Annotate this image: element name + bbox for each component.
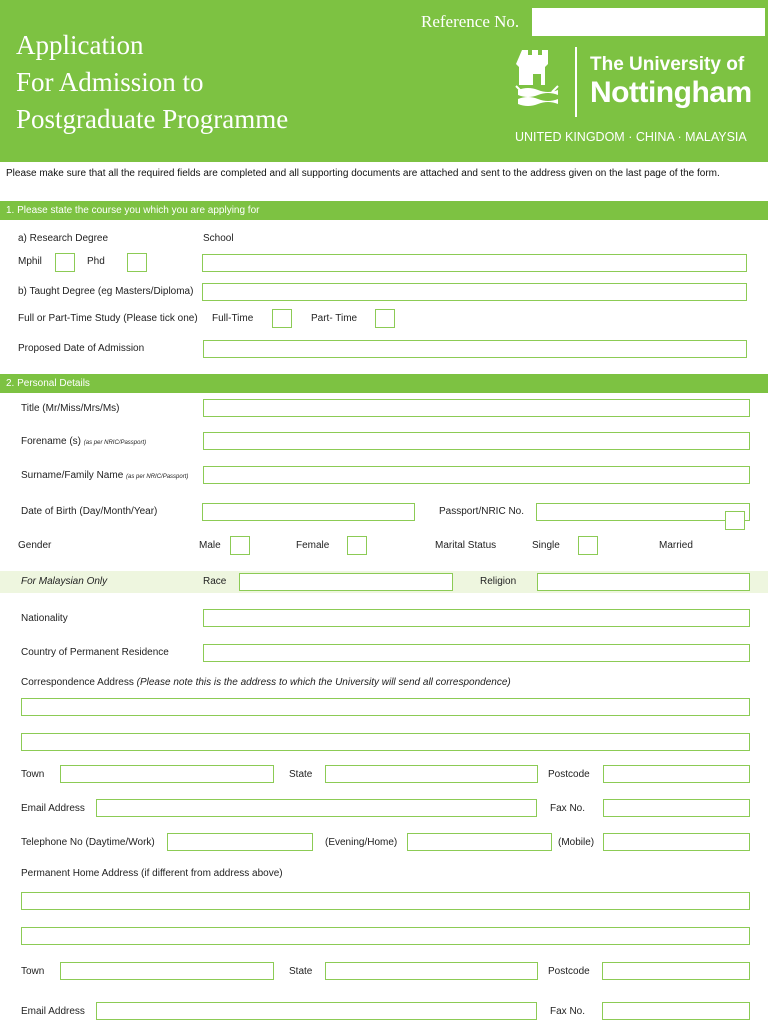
correspondence-address-label: Correspondence Address (Please note this is the address to which the University will send all correspondence) [21, 677, 511, 688]
permanent-state-input[interactable] [325, 962, 538, 980]
race-input[interactable] [239, 573, 453, 591]
reference-number-input[interactable] [532, 8, 765, 36]
university-crest-icon [514, 48, 562, 114]
permanent-state-label: State [289, 966, 313, 977]
school-label: School [203, 233, 234, 244]
permanent-address-label: Permanent Home Address (if different from address above) [21, 868, 283, 879]
email-label: Email Address [21, 803, 85, 814]
school-input[interactable] [202, 254, 747, 272]
town-input[interactable] [60, 765, 274, 783]
nationality-input[interactable] [203, 609, 750, 627]
passport-label: Passport/NRIC No. [439, 506, 525, 517]
university-countries: UNITED KINGDOM · CHINA · MALAYSIA [515, 130, 747, 144]
permanent-postcode-input[interactable] [602, 962, 750, 980]
phd-checkbox[interactable] [127, 253, 147, 272]
telephone-input[interactable] [167, 833, 313, 851]
full-time-checkbox[interactable] [272, 309, 292, 328]
reference-label: Reference No. [421, 12, 520, 31]
forename-label: Forename (s) (as per NRIC/Passport) [21, 436, 147, 447]
male-label: Male [199, 540, 221, 551]
logo-divider [575, 47, 577, 117]
dob-input[interactable] [202, 503, 415, 521]
form-title-line3: Postgraduate Programme [16, 104, 289, 134]
dob-label: Date of Birth (Day/Month/Year) [21, 506, 158, 517]
proposed-date-input[interactable] [203, 340, 747, 358]
university-name-line2: Nottingham [590, 76, 752, 109]
permanent-town-input[interactable] [60, 962, 274, 980]
permanent-fax-label: Fax No. [550, 1006, 586, 1017]
passport-input[interactable] [536, 503, 750, 521]
married-checkbox[interactable] [725, 511, 745, 530]
taught-degree-label: b) Taught Degree (eg Masters/Diploma) [18, 286, 194, 297]
permanent-fax-input[interactable] [602, 1002, 750, 1020]
evening-label: (Evening/Home) [325, 837, 398, 848]
male-checkbox[interactable] [230, 536, 250, 555]
section2-header: 2. Personal Details [0, 374, 768, 393]
proposed-date-label: Proposed Date of Admission [18, 343, 145, 354]
female-checkbox[interactable] [347, 536, 367, 555]
study-mode-label: Full or Part-Time Study (Please tick one) [18, 313, 198, 324]
permanent-address-line1[interactable] [21, 892, 750, 910]
postcode-label: Postcode [548, 769, 590, 780]
permanent-address-line2[interactable] [21, 927, 750, 945]
permanent-email-input[interactable] [96, 1002, 537, 1020]
marital-status-label: Marital Status [435, 540, 497, 551]
gender-label: Gender [18, 540, 52, 551]
state-label: State [289, 769, 313, 780]
postcode-input[interactable] [603, 765, 750, 783]
fax-input[interactable] [603, 799, 750, 817]
female-label: Female [296, 540, 330, 551]
country-residence-label: Country of Permanent Residence [21, 647, 169, 658]
section1-header: 1. Please state the course you which you are applying for [0, 201, 768, 220]
mphil-checkbox[interactable] [55, 253, 75, 272]
mobile-input[interactable] [603, 833, 750, 851]
single-label: Single [532, 540, 560, 551]
title-label: Title (Mr/Miss/Mrs/Ms) [21, 403, 120, 414]
surname-label: Surname/Family Name (as per NRIC/Passport) [21, 470, 189, 481]
correspondence-address-line2[interactable] [21, 733, 750, 751]
married-label: Married [659, 540, 693, 551]
religion-input[interactable] [537, 573, 750, 591]
correspondence-address-line1[interactable] [21, 698, 750, 716]
full-time-label: Full-Time [212, 313, 254, 324]
forename-note: (as per NRIC/Passport) [83, 440, 147, 446]
evening-input[interactable] [407, 833, 552, 851]
permanent-email-label: Email Address [21, 1006, 85, 1017]
part-time-checkbox[interactable] [375, 309, 395, 328]
research-degree-label: a) Research Degree [18, 233, 109, 244]
permanent-postcode-label: Postcode [548, 966, 590, 977]
telephone-label: Telephone No (Daytime/Work) [21, 837, 155, 848]
title-input[interactable] [203, 399, 750, 417]
mphil-label: Mphil [18, 256, 42, 267]
part-time-label: Part- Time [311, 313, 358, 324]
religion-label: Religion [480, 576, 517, 587]
malaysian-only-label: For Malaysian Only [21, 576, 108, 587]
surname-input[interactable] [203, 466, 750, 484]
state-input[interactable] [325, 765, 538, 783]
intro-instructions: Please make sure that all the required fields are completed and all supporting documents are attached and sent to the address given on the last page of the form. [6, 168, 720, 179]
surname-note: (as per NRIC/Passport) [126, 474, 189, 480]
forename-input[interactable] [203, 432, 750, 450]
fax-label: Fax No. [550, 803, 586, 814]
town-label: Town [21, 769, 45, 780]
mobile-label: (Mobile) [558, 837, 595, 848]
email-input[interactable] [96, 799, 537, 817]
correspondence-note: (Please note this is the address to which the University will send all correspondence) [136, 677, 511, 688]
university-name-line1: The University of [590, 54, 745, 75]
permanent-town-label: Town [21, 966, 45, 977]
single-checkbox[interactable] [578, 536, 598, 555]
form-title-line1: Application [16, 30, 144, 60]
taught-degree-input[interactable] [202, 283, 747, 301]
phd-label: Phd [87, 256, 105, 267]
nationality-label: Nationality [21, 613, 68, 624]
race-label: Race [203, 576, 227, 587]
country-residence-input[interactable] [203, 644, 750, 662]
form-title-line2: For Admission to [16, 67, 204, 97]
